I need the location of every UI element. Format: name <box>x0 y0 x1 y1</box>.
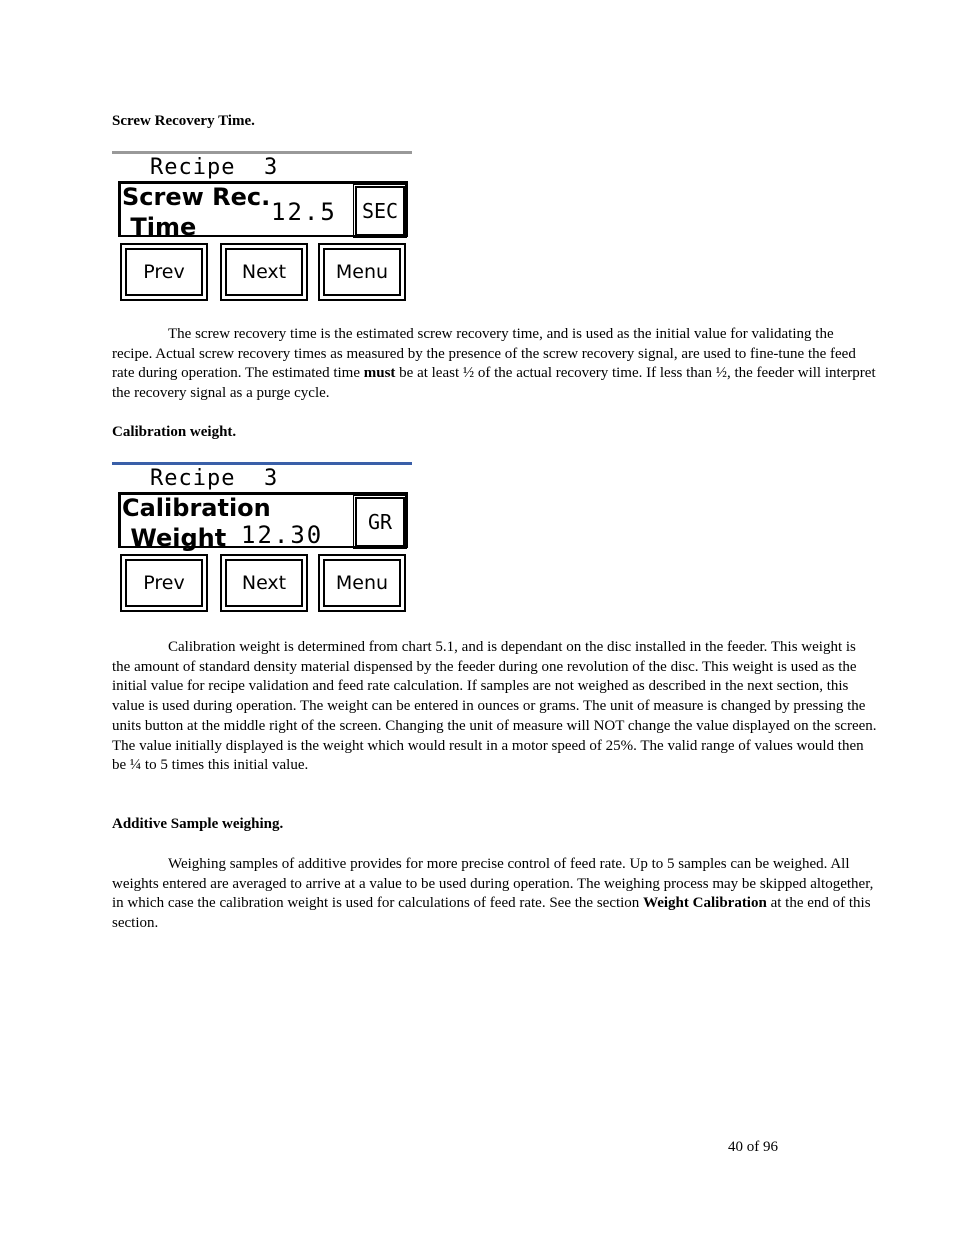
button-row <box>118 243 412 303</box>
value-display: 12.5 <box>271 198 337 226</box>
heading-calibration-weight: Calibration weight. <box>112 424 237 440</box>
unit-button[interactable]: SEC <box>355 186 405 236</box>
paragraph-additive-sample <box>112 855 877 934</box>
page-number: 40 of 96 <box>728 1139 778 1155</box>
field-label-line1: Screw Rec. <box>122 183 271 211</box>
next-button[interactable]: Next <box>220 554 308 612</box>
value-panel <box>118 492 408 552</box>
paragraph-text-end: at the end of this section. <box>112 895 871 932</box>
next-button[interactable]: Next <box>220 243 308 301</box>
menu-button[interactable]: Menu <box>318 554 406 612</box>
lcd-screen-calibration <box>112 462 412 616</box>
value-panel <box>118 181 408 241</box>
field-label-line1: Calibration <box>122 494 271 522</box>
screen-top-border <box>112 462 412 465</box>
paragraph-calibration <box>112 638 877 776</box>
paragraph-text: Weighing samples of additive provides for more precise control of feed rate. Up to 5 samples can be weighed. All weights entered are averaged to arrive at a value to be used during operation. The weighing process may be skipped altogether, in which case the calibration weight is used for calculations of feed rate. See the section <box>112 856 874 912</box>
heading-screw-recovery-time: Screw Recovery Time. <box>112 113 255 129</box>
paragraph-text: Calibration weight is determined from chart 5.1, and is dependant on the disc installed in the feeder. This weight is the amount of standard density material dispensed by the feeder during one revolution of the disc. This weight is used as the initial value for recipe validation and feed rate calculation. If samples are not weighed as described in the next section, this value is used during operation. The weight can be entered in ounces or grams. The unit of measure is changed by pressing the units button at the middle right of the screen. Changing the unit of measure will NOT change the value displayed on the screen. The value initially displayed is the weight which would result in a motor speed of 25%. The valid range of values would then be ¼ to 5 times this initial value. <box>112 639 877 774</box>
field-label-line2: Weight <box>122 524 227 552</box>
screen-top-border <box>112 151 412 154</box>
paragraph-text: The screw recovery time is the estimated screw recovery time, and is used as the initial value for validating the recipe. Actual screw recovery times as measured by the presence of the screw recovery signal, are used to fine-tune the feed rate during operation. The estimated time <box>112 326 856 382</box>
paragraph-bold: Weight Calibration <box>643 895 767 912</box>
recipe-label: Recipe 3 <box>150 466 279 491</box>
paragraph-screw-recovery <box>112 325 877 404</box>
field-label-line2: Time <box>122 213 197 241</box>
recipe-label: Recipe 3 <box>150 155 279 180</box>
value-display: 12.30 <box>241 521 324 549</box>
button-row <box>118 554 412 614</box>
prev-button[interactable]: Prev <box>120 243 208 301</box>
paragraph-text-end: be at least ½ of the actual recovery time. If less than ½, the feeder will interpret the recovery signal as a purge cycle. <box>112 365 876 402</box>
menu-button[interactable]: Menu <box>318 243 406 301</box>
prev-button[interactable]: Prev <box>120 554 208 612</box>
paragraph-bold: must <box>363 365 396 382</box>
unit-button[interactable]: GR <box>355 497 405 547</box>
heading-additive-sample: Additive Sample weighing. <box>112 816 284 832</box>
lcd-screen-screw-recovery <box>112 151 412 305</box>
